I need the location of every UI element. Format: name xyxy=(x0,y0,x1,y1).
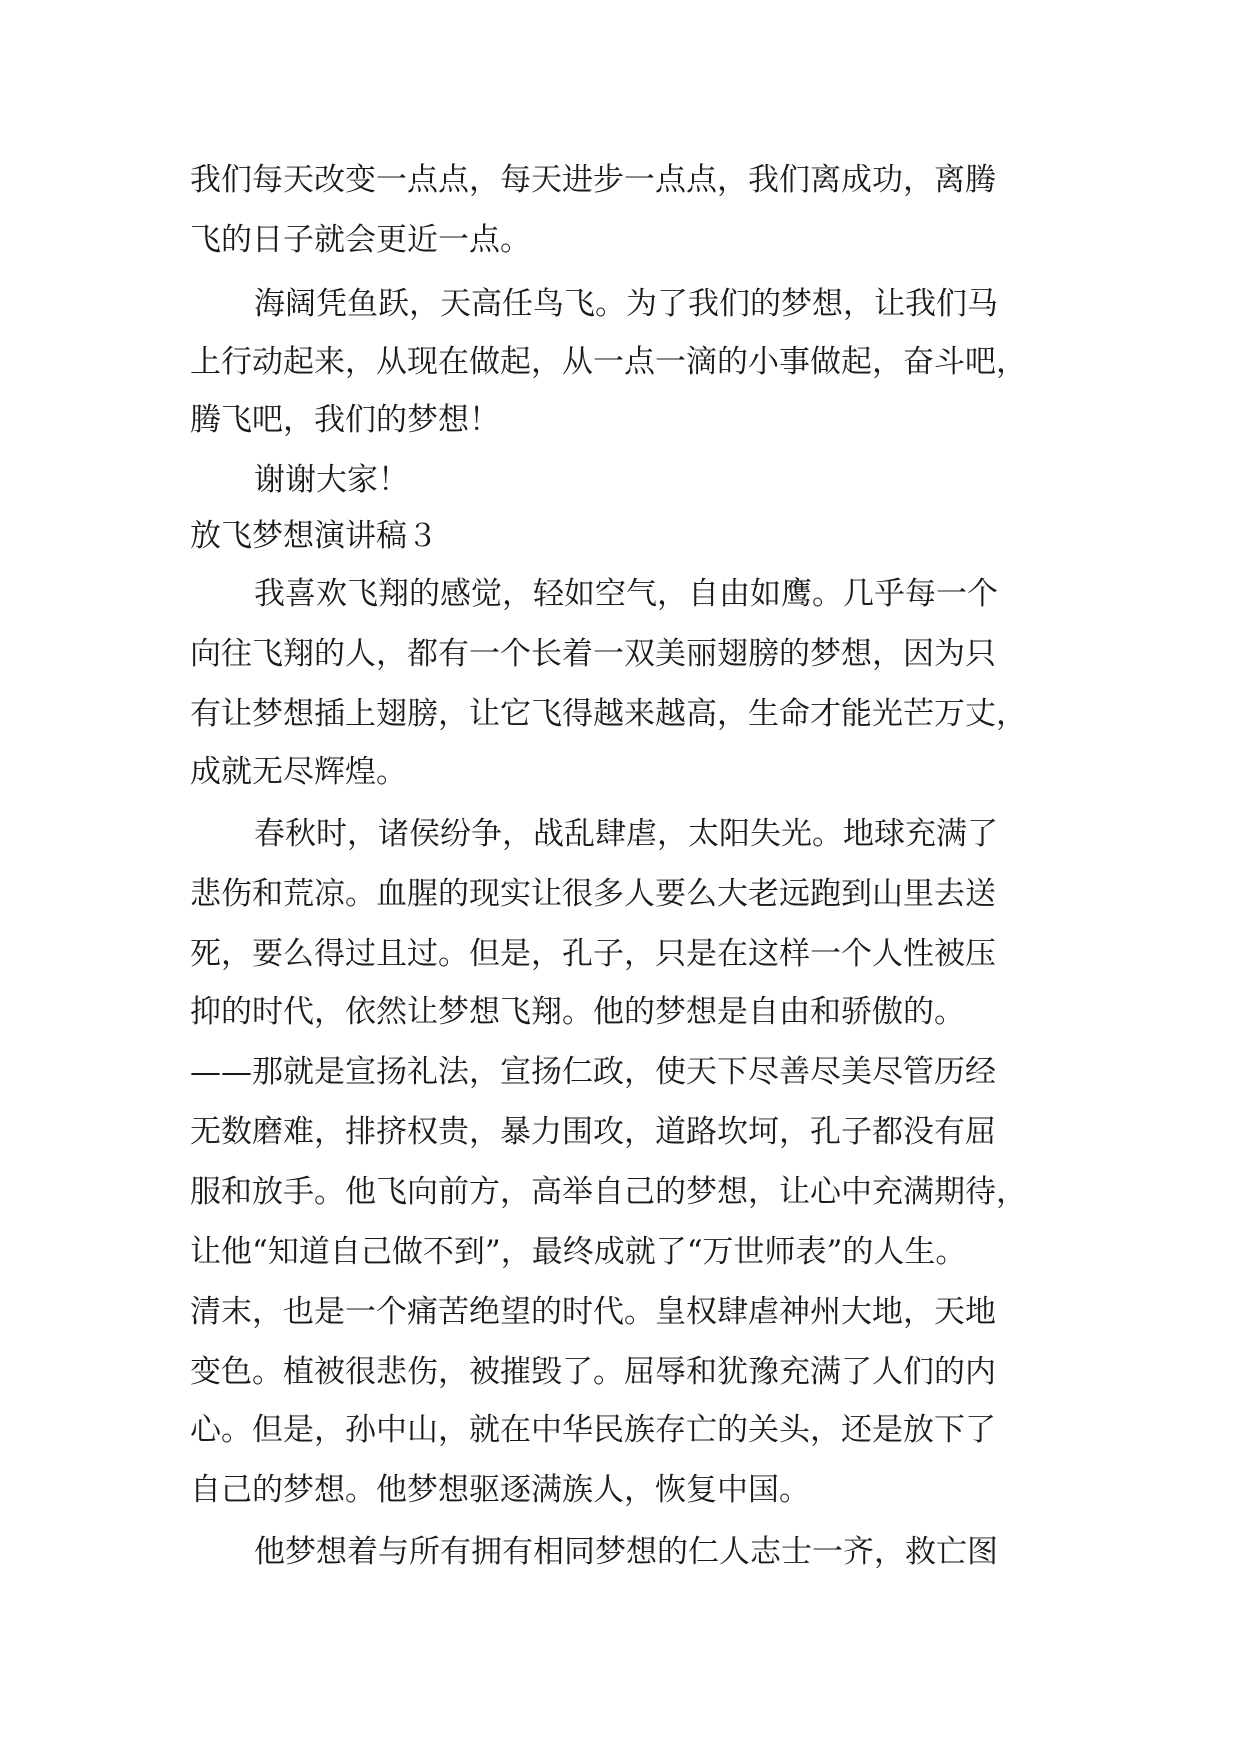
paragraph-line: 他梦想着与所有拥有相同梦想的仁人志士一齐，救亡图 xyxy=(254,1534,998,1570)
paragraph-line: 我们每天改变一点点，每天进步一点点，我们离成功，离腾 xyxy=(190,162,996,198)
section-heading: 放飞梦想演讲稿３ xyxy=(190,518,438,554)
paragraph-line: 飞的日子就会更近一点。 xyxy=(190,222,531,258)
paragraph-line: 上行动起来，从现在做起，从一点一滴的小事做起，奋斗吧， xyxy=(190,344,1027,380)
paragraph-line: 让他“知道自己做不到”，最终成就了“万世师表”的人生。 xyxy=(190,1234,967,1270)
paragraph-line: 变色。植被很悲伤，被摧毁了。屈辱和犹豫充满了人们的内 xyxy=(190,1354,996,1390)
paragraph-line: 清末，也是一个痛苦绝望的时代。皇权肆虐神州大地，天地 xyxy=(190,1294,996,1330)
paragraph-line: 服和放手。他飞向前方，高举自己的梦想，让心中充满期待， xyxy=(190,1174,1027,1210)
paragraph-line: ——那就是宣扬礼法，宣扬仁政，使天下尽善尽美尽管历经 xyxy=(190,1054,996,1090)
paragraph-line: 腾飞吧，我们的梦想！ xyxy=(190,402,500,438)
paragraph-line: 成就无尽辉煌。 xyxy=(190,754,407,790)
paragraph-line: 春秋时，诸侯纷争，战乱肆虐，太阳失光。地球充满了 xyxy=(254,816,998,852)
paragraph-line: 心。但是，孙中山，就在中华民族存亡的关头，还是放下了 xyxy=(190,1412,996,1448)
paragraph-line: 向往飞翔的人，都有一个长着一双美丽翅膀的梦想，因为只 xyxy=(190,636,996,672)
paragraph-line: 有让梦想插上翅膀，让它飞得越来越高，生命才能光芒万丈， xyxy=(190,696,1027,732)
paragraph-line: 无数磨难，排挤权贵，暴力围攻，道路坎坷，孔子都没有屈 xyxy=(190,1114,996,1150)
paragraph-line: 自己的梦想。他梦想驱逐满族人，恢复中国。 xyxy=(190,1472,810,1508)
paragraph-line: 悲伤和荒凉。血腥的现实让很多人要么大老远跑到山里去送 xyxy=(190,876,996,912)
paragraph-line: 死，要么得过且过。但是，孔子，只是在这样一个人性被压 xyxy=(190,936,996,972)
paragraph-line: 海阔凭鱼跃，天高任鸟飞。为了我们的梦想，让我们马 xyxy=(254,286,998,322)
paragraph-line: 抑的时代，依然让梦想飞翔。他的梦想是自由和骄傲的。 xyxy=(190,994,965,1030)
paragraph-line: 我喜欢飞翔的感觉，轻如空气，自由如鹰。几乎每一个 xyxy=(254,576,998,612)
paragraph-line: 谢谢大家！ xyxy=(254,462,409,498)
